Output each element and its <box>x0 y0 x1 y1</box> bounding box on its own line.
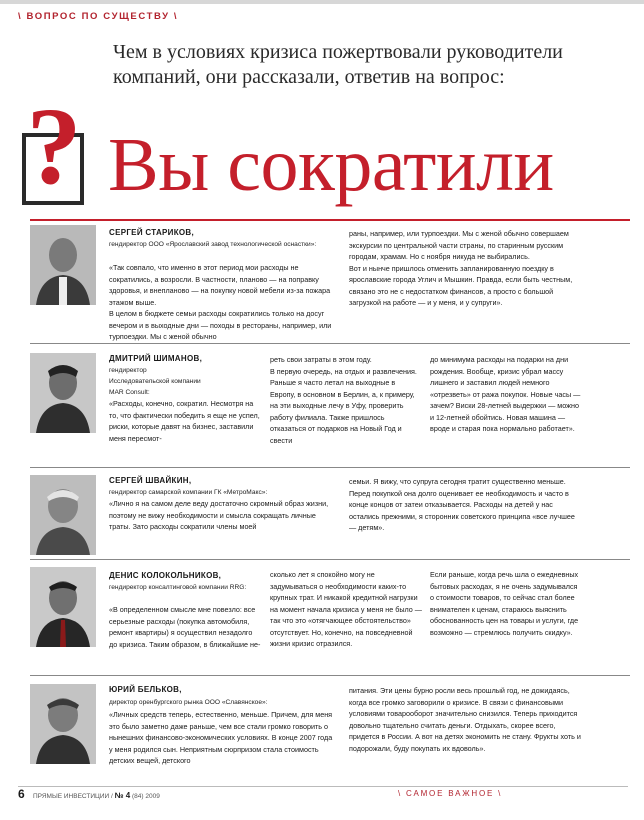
quote-column-2: сколько лет я спокойно могу не задумываться о необходимости каких-то крупных трат. И никакой кредитной нагрузки на момент начала кризиса у меня не было — так что это «отягчающее обстоятельство» отсутствует. Но, конечно, на повседневной жизни кризис отразился. <box>270 570 422 648</box>
quote-column-2: питания. Эти цены бурно росли весь прошлый год, не дожидаясь, когда все громко заговорили о кризисе. В связи с финансовыми условиями товарооборот значительно снизился. Теперь приходится довольно тщательно считать деньги. Отдыхать, скорее всего, придется в России. А вот на детях экономить не стану. Фрукты хоть и подорожали, буду покупать их вдоволь». <box>349 686 581 753</box>
divider <box>30 675 630 676</box>
person-name: СЕРГЕЙ СТАРИКОВ, <box>109 228 195 237</box>
quote-column-2: семьи. Я вижу, что супруга сегодня тратит существенно меньше. Перед покупкой она долго оценивает ее необходимость и часто в конце концов от затеи отказывается. Расходы на детей у нас остались прежними, я сторонник советского принципа «все лучшее — детям». <box>349 477 575 532</box>
question-mark-icon <box>24 85 84 205</box>
avatar-starikov <box>30 225 96 305</box>
divider <box>30 559 630 560</box>
quote-column-1: «Лично я на самом деле веду достаточно скромный образ жизни, поэтому не вижу необходимости и смысла сокращать личные траты. Зато расходы сократили члены моей <box>109 499 329 531</box>
person-role: гендиректор ООО «Ярославский завод технологической оснастки»: <box>109 241 317 248</box>
quote-column-2: реть свои затраты в этом году. В первую очередь, на отдых и развлечения. Раньше я часто летал на выходные в Европу, в основном в Берлин, а, к примеру, на эти выходные лечу в Уфу, проверить работу филиала. Также пришлось отказаться от подарков на Новый Год и свести <box>270 355 417 445</box>
issue-number: № 4 <box>114 791 131 800</box>
magazine-name: ПРЯМЫЕ ИНВЕСТИЦИИ / <box>33 793 113 800</box>
person-role: гендиректор самарской компании ГК «МетроМакс»: <box>109 489 268 496</box>
quote-column-1: «Личных средств теперь, естественно, меньше. Причем, для меня это было заметно даже раньше, чем все стали громко говорить о нынешних финансово-экономических условиях. В конце 2007 года у меня родился сын. Неприятным сюрпризом стала стоимость детских вещей, детского <box>109 710 333 765</box>
person-name: ЮРИЙ БЕЛЬКОВ, <box>109 685 182 694</box>
divider <box>30 467 630 468</box>
quote-column-3: Если раньше, когда речь шла о ежедневных бытовых расходах, я не очень задумывался о стоимости товаров, то сейчас стал более внимателен к ценам, стараюсь выяснить обоснованность цен на товары и услуги, где возможно — стремлюсь получить скидку». <box>430 570 579 637</box>
top-rule <box>0 0 644 4</box>
quote-column-1: «Так совпало, что именно в этот период мои расходы не сократились, а возросли. В частности, планово — на поправку здоровья, и внепланово — на покупку новой мебели из-за пожара этажом выше. В целом в бюджете семьи расходы сократились только на досуг вечером и в выходные дни — походы в рестораны, например, или турпоездки. Мы с женой обычно <box>109 263 332 341</box>
avatar-shimanov <box>30 353 96 433</box>
avatar-kolokolnikov <box>30 567 96 647</box>
footer-magazine <box>33 791 160 800</box>
person-name: СЕРГЕЙ ШВАЙКИН, <box>109 476 192 485</box>
quote-column-1: «Расходы, конечно, сократил. Несмотря на то, что фактически победить я еще не успел, риски, которые давят на бизнес, заставили меня пересмот- <box>109 399 260 443</box>
person-role: директор оренбургского рынка ООО «Славянское»: <box>109 699 268 706</box>
person-name: ДЕНИС КОЛОКОЛЬНИКОВ, <box>109 571 222 580</box>
person-role: гендиректор Исследовательской компании MAR Consult: <box>109 367 201 396</box>
divider <box>30 343 630 344</box>
person-name: ДМИТРИЙ ШИМАНОВ, <box>109 354 203 363</box>
issue-suffix: (84) 2009 <box>132 793 160 800</box>
avatar-belkov <box>30 684 96 764</box>
question-mark-glyph: ? <box>26 85 82 207</box>
quote-column-2: раны, например, или турпоездки. Мы с женой обычно совершаем экскурсии по центральной части страны, по старинным русским городам, храмам. Но с ноября никуда не выбирались. Вот и нынче пришлось отменить запланированную поездку в ярославские города Углич и Мышкин. Правда, если быть честным, связано это не с недостатком финансов, а просто с большой загрузкой на работе — и у меня, и у супруги». <box>349 229 573 307</box>
headline: Вы сократили <box>108 123 554 207</box>
footer-section-tag: \ САМОЕ ВАЖНОЕ \ <box>398 789 503 798</box>
page-number: 6 <box>18 787 25 801</box>
divider <box>30 219 630 221</box>
quote-column-1: «В определенном смысле мне повезло: все серьезные расходы (покупка автомобиля, ремонт квартиры) я осуществил незадолго до кризиса. Таким образом, в ближайшие не- <box>109 605 261 649</box>
section-tag: \ ВОПРОС ПО СУЩЕСТВУ \ <box>18 11 179 22</box>
person-role: гендиректор консалтинговой компании RRG: <box>109 584 247 591</box>
intro-text: Чем в условиях кризиса пожертвовали руководители компаний, они рассказали, ответив на вопрос: <box>113 41 563 88</box>
footer-rule <box>18 786 628 787</box>
avatar-shvaikin <box>30 475 96 555</box>
quote-column-3: до минимума расходы на подарки на дни рождения. Вообще, кризис убрал массу лишнего и заставил людей немного «отрезветь» от ража покупок. Новые часы — зачем? Виски 28-летней выдержки — можно и 12-летней обойтись. Новая машина — вроде и старая пока нормально работает». <box>430 355 581 433</box>
